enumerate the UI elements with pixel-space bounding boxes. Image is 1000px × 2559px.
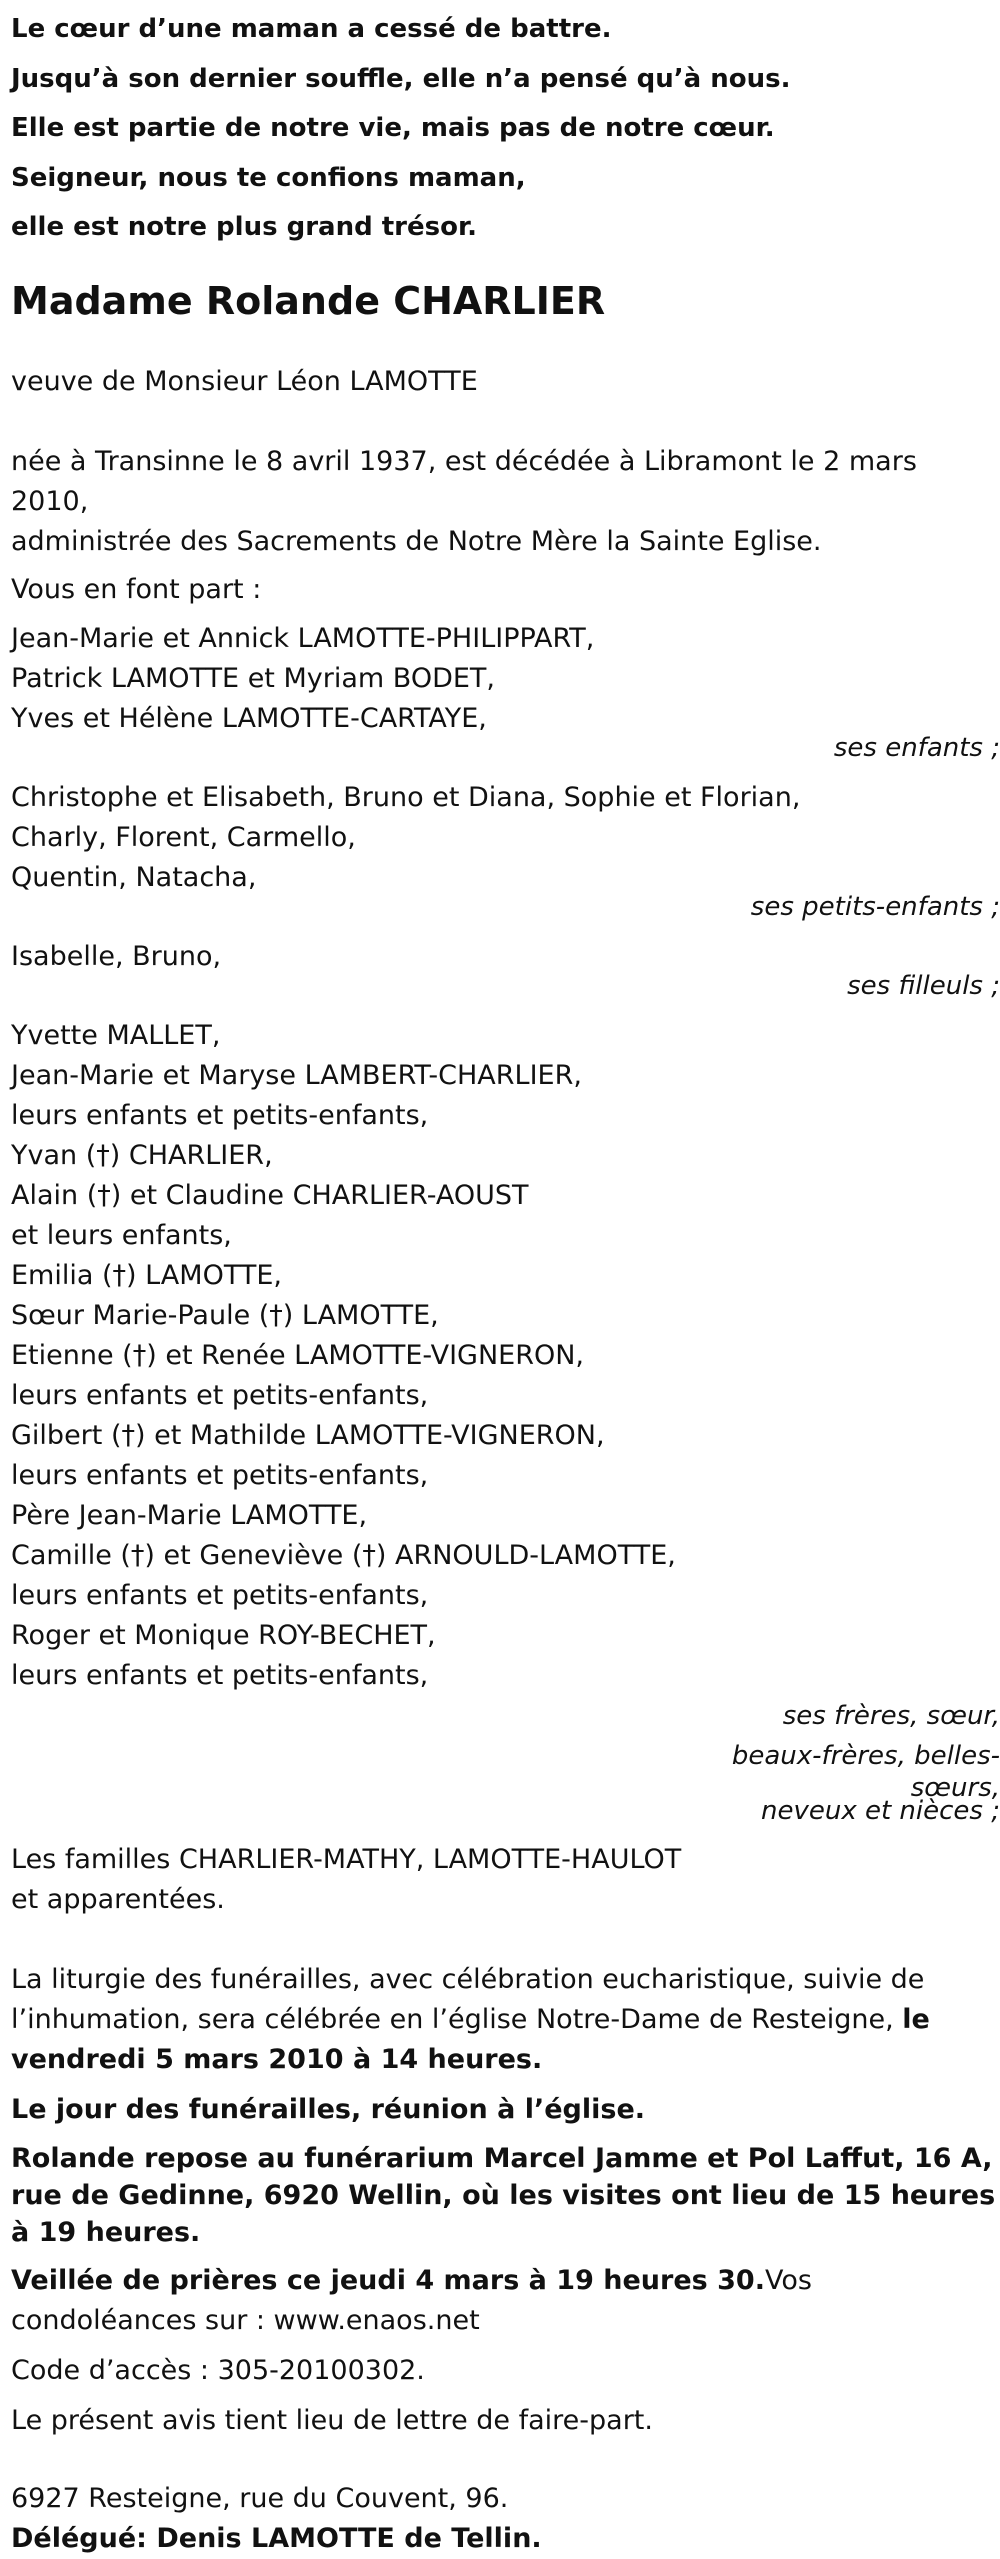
list-item: Jean-Marie et Maryse LAMBERT-CHARLIER, xyxy=(11,1059,582,1091)
list-item: leurs enfants et petits-enfants, xyxy=(11,1579,429,1611)
list-item: Gilbert (†) et Mathilde LAMOTTE-VIGNERON, xyxy=(11,1419,605,1451)
list-item: Camille (†) et Geneviève (†) ARNOULD-LAMOTTE, xyxy=(11,1539,676,1571)
list-item: Les familles CHARLIER-MATHY, LAMOTTE-HAULOT xyxy=(11,1843,682,1875)
list-item: Emilia (†) LAMOTTE, xyxy=(11,1259,282,1291)
poem xyxy=(11,5,996,253)
grandchildren-block xyxy=(11,778,1000,922)
relation-line: beaux-frères, belles- xyxy=(731,1740,1000,1771)
list-item: leurs enfants et petits-enfants, xyxy=(11,1099,429,1131)
poem-line: Jusqu’à son dernier souffle, elle n’a pensé qu’à nous. xyxy=(11,63,791,94)
list-item: Père Jean-Marie LAMOTTE, xyxy=(11,1499,368,1531)
condolences-info: Vos condoléances sur : www.enaos.net xyxy=(11,2264,812,2336)
list-item: Isabelle, Bruno, xyxy=(11,940,222,972)
list-item: et leurs enfants, xyxy=(11,1219,232,1251)
list-item: Sœur Marie-Paule (†) LAMOTTE, xyxy=(11,1299,439,1331)
relation-line: neveux et nièces ; xyxy=(760,1795,1000,1826)
relation-line: sœurs, xyxy=(910,1772,1000,1803)
address: 6927 Resteigne, rue du Couvent, 96. xyxy=(11,2482,509,2514)
announce: Vous en font part : xyxy=(11,573,262,605)
poem-line: elle est notre plus grand trésor. xyxy=(11,212,477,242)
list-item: Yvette MALLET, xyxy=(11,1019,221,1051)
liturgy-paragraph xyxy=(11,1960,996,2080)
list-item: Etienne (†) et Renée LAMOTTE-VIGNERON, xyxy=(11,1339,584,1371)
list-item: Yvan (†) CHARLIER, xyxy=(11,1139,273,1171)
meeting-info: Le jour des funérailles, réunion à l’église. xyxy=(11,2093,646,2125)
relation-label-siblings xyxy=(700,1696,1000,1826)
list-item: et apparentées. xyxy=(11,1883,225,1915)
born-died: née à Transinne le 8 avril 1937, est décédée à Libramont le 2 mars 2010, xyxy=(11,445,917,517)
obituary-notice xyxy=(11,0,1000,2559)
sacraments: administrée des Sacrements de Notre Mère la Sainte Eglise. xyxy=(11,525,822,557)
liturgy-date: le vendredi 5 mars 2010 à 14 heures. xyxy=(11,2003,930,2075)
list-item: Yves et Hélène LAMOTTE-CARTAYE, xyxy=(11,702,487,734)
liturgy-text: La liturgie des funérailles, avec célébration eucharistique, suivie de l’inhumation, sera célébrée en l’église Notre-Dame de Resteigne, xyxy=(11,1963,925,2035)
list-item: Roger et Monique ROY-BECHET, xyxy=(11,1619,436,1651)
list-item: Alain (†) et Claudine CHARLIER-AOUST xyxy=(11,1179,529,1211)
poem-line: Le cœur d’une maman a cessé de battre. xyxy=(11,14,612,44)
rest-info: Rolande repose au funérarium Marcel Jamme et Pol Laffut, 16 A, rue de Gedinne, 6920 Wellin, où les visites ont lieu de 15 heures à 19 heures. xyxy=(11,2142,996,2248)
siblings-block xyxy=(11,1016,1000,1826)
deceased-name: Madame Rolande CHARLIER xyxy=(11,278,606,323)
relation-line: ses frères, sœur, xyxy=(782,1700,1000,1731)
list-item: Quentin, Natacha, xyxy=(11,861,257,893)
vigil-paragraph xyxy=(11,2261,996,2341)
godchildren-block xyxy=(11,937,1000,1001)
relation-label: ses petits-enfants ; xyxy=(750,891,1000,922)
list-item: Jean-Marie et Annick LAMOTTE-PHILIPPART, xyxy=(11,622,595,654)
list-item: Christophe et Elisabeth, Bruno et Diana, Sophie et Florian, xyxy=(11,781,801,813)
widow-of: veuve de Monsieur Léon LAMOTTE xyxy=(11,365,478,397)
list-item: Charly, Florent, Carmello, xyxy=(11,821,356,853)
families-block xyxy=(11,1840,996,1920)
list-item: Patrick LAMOTTE et Myriam BODET, xyxy=(11,662,496,694)
delegate: Délégué: Denis LAMOTTE de Tellin. xyxy=(11,2522,542,2554)
relation-label: ses filleuls ; xyxy=(847,970,1000,1001)
poem-line: Elle est partie de notre vie, mais pas de notre cœur. xyxy=(11,113,775,143)
relation-label: ses enfants ; xyxy=(833,732,1000,763)
list-item: leurs enfants et petits-enfants, xyxy=(11,1659,429,1691)
vigil-info: Veillée de prières ce jeudi 4 mars à 19 heures 30. xyxy=(11,2264,765,2296)
list-item: leurs enfants et petits-enfants, xyxy=(11,1379,429,1411)
list-item: leurs enfants et petits-enfants, xyxy=(11,1459,429,1491)
access-code: Code d’accès : 305-20100302. xyxy=(11,2354,425,2386)
children-block xyxy=(11,619,1000,763)
notice: Le présent avis tient lieu de lettre de faire-part. xyxy=(11,2404,653,2436)
poem-line: Seigneur, nous te confions maman, xyxy=(11,162,526,193)
